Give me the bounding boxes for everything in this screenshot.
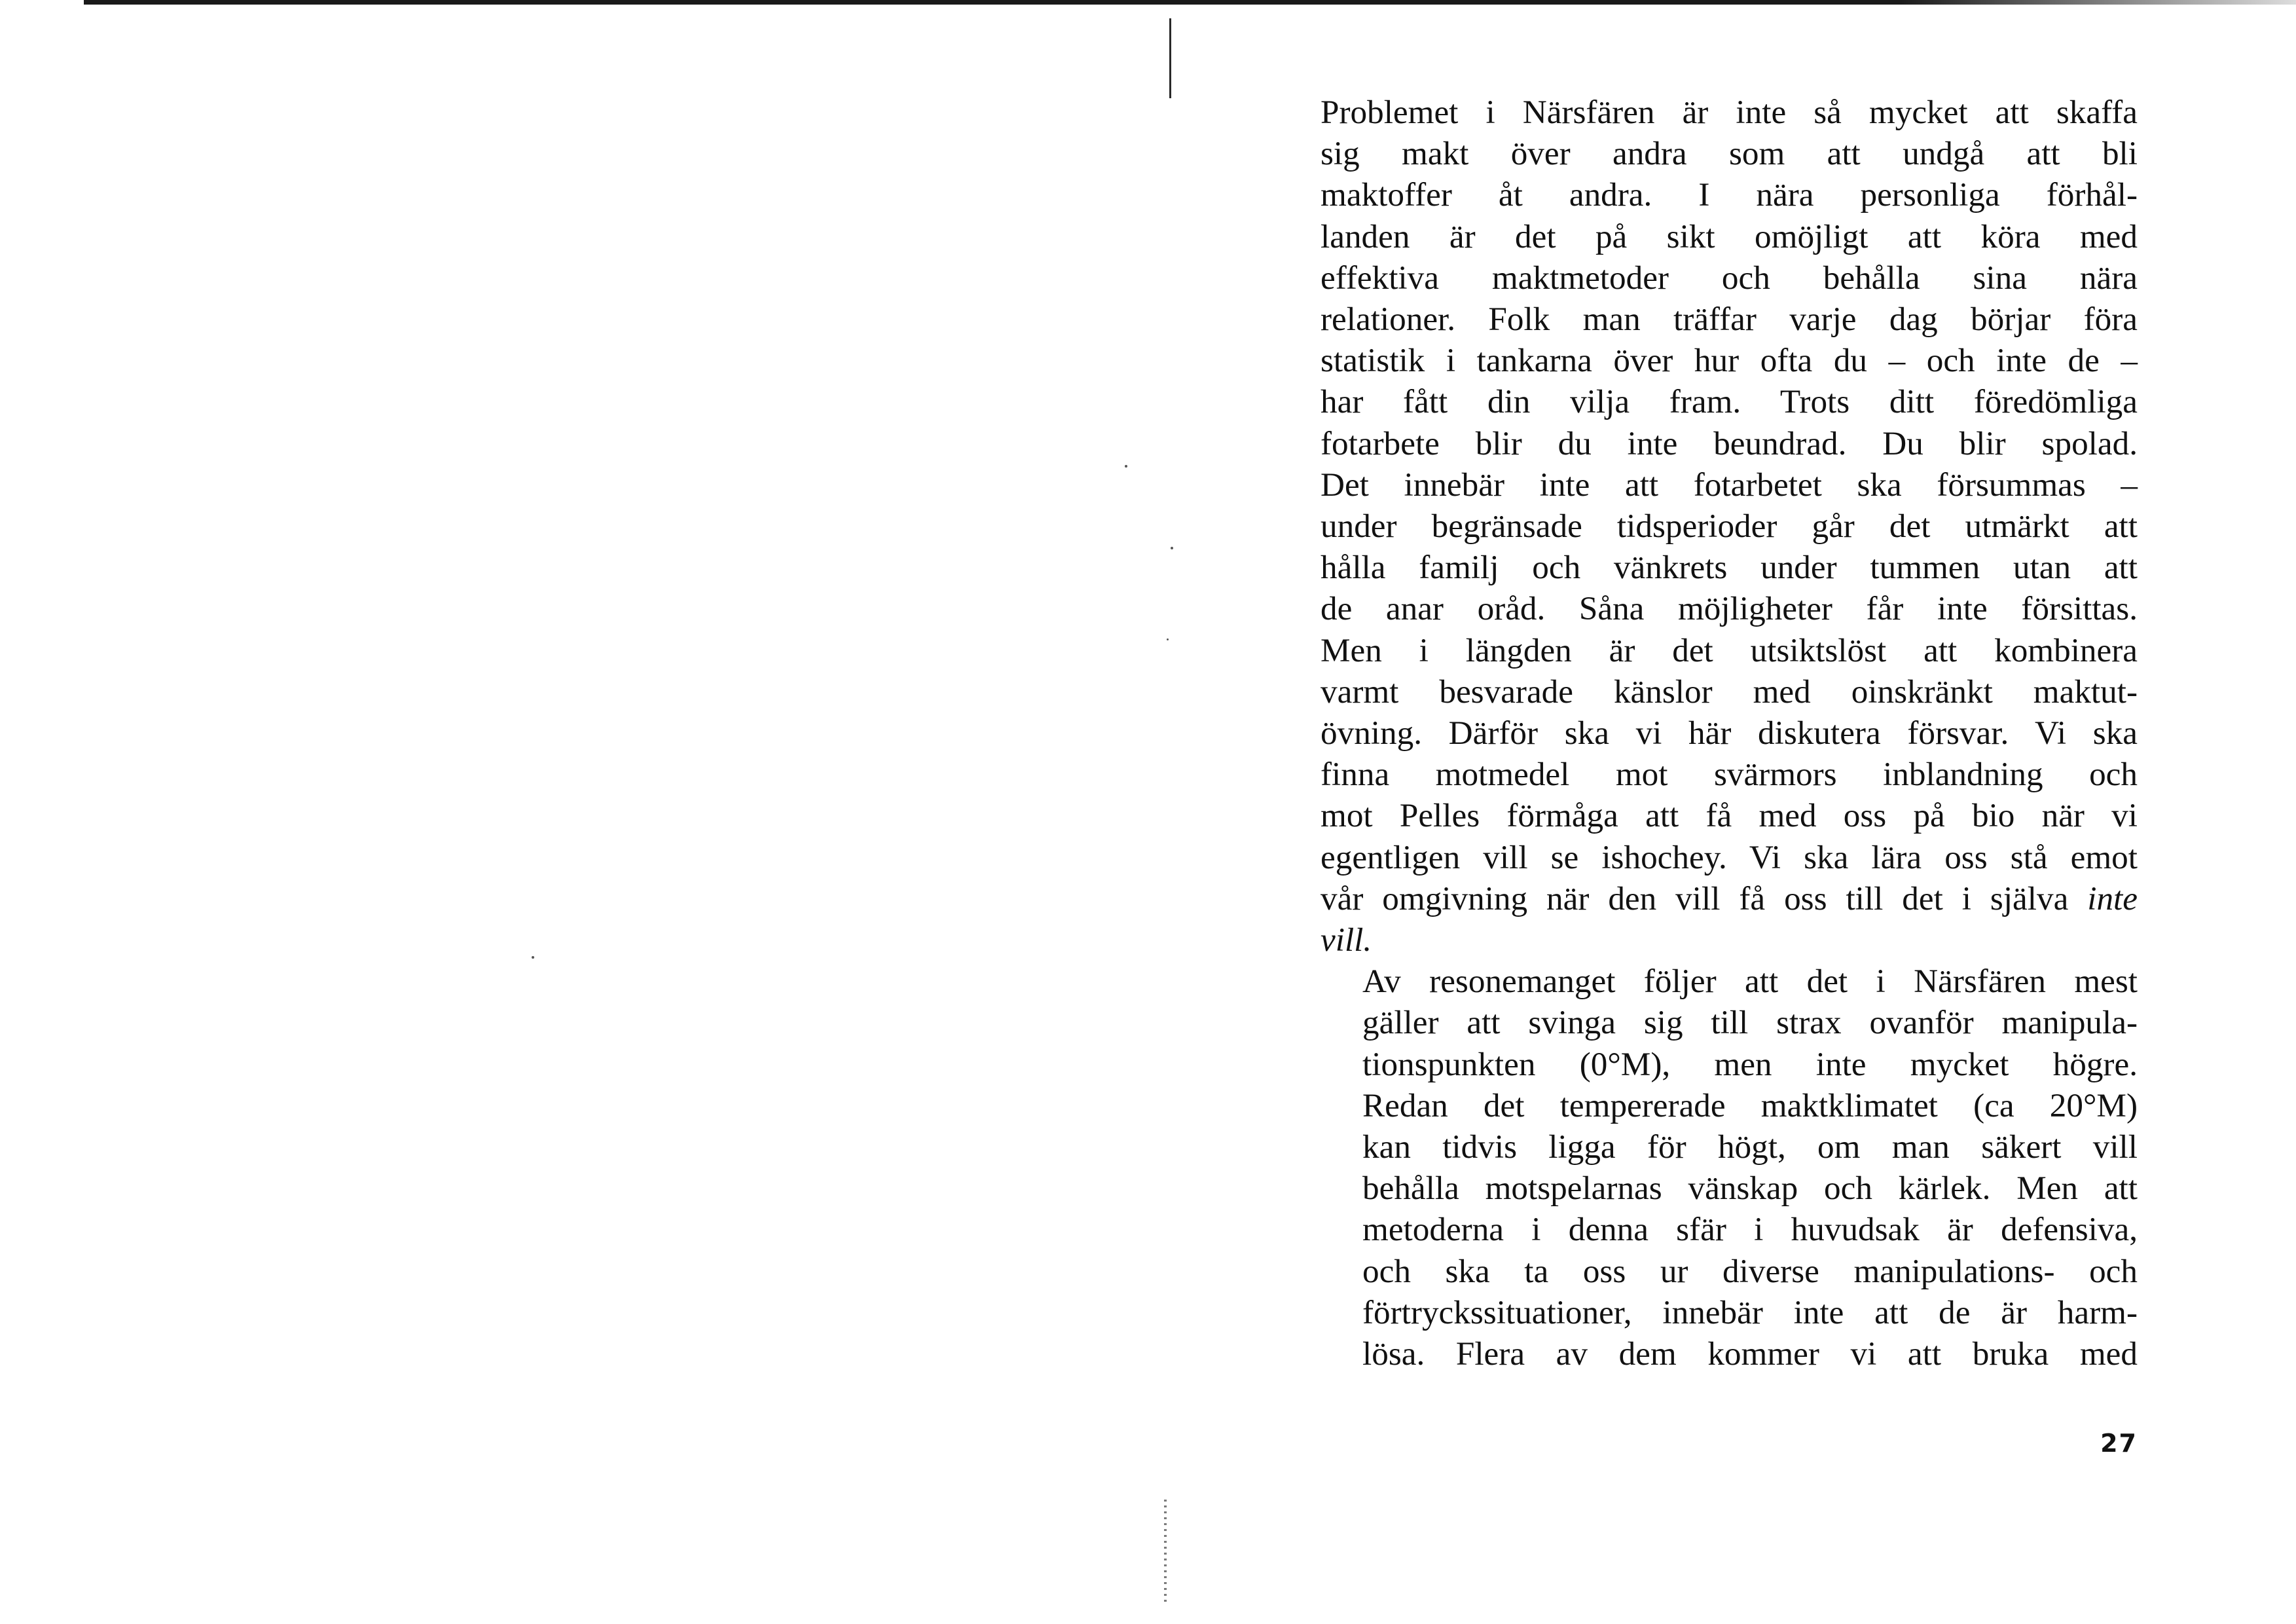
text-line: under begränsade tidsperioder går det utmärkt att [1321,507,2138,545]
text-line: de anar oråd. Såna möjligheter får inte försittas. [1321,590,2138,628]
gutter-binding-mark [1169,18,1171,98]
text-line: gäller att svinga sig till strax ovanför manipula- [1362,1004,2138,1042]
italic-word: vill. [1321,921,1372,959]
text-line: landen är det på sikt omöjligt att köra med [1321,217,2138,255]
paragraph-1 [1321,92,2138,961]
text-line: effektiva maktmetoder och behålla sina nära [1321,259,2138,297]
scan-speck [1171,547,1173,549]
text-line: Av resonemanget följer att det i Närsfären mest [1362,963,2138,1001]
text-line: Men i längden är det utsiktslöst att kombinera [1321,631,2138,669]
text-line: Problemet i Närsfären är inte så mycket att skaffa [1321,94,2138,131]
text-line: finna motmedel mot svärmors inblandning och [1321,756,2138,794]
text-line: fotarbete blir du inte beundrad. Du blir spolad. [1321,424,2138,462]
text-line-with-italic [1321,878,2138,919]
book-page-right [1321,92,2138,1375]
text-line: lösa. Flera av dem kommer vi att bruka med [1362,1335,2138,1373]
gutter-binding-dust [1164,1500,1167,1604]
text-line: och ska ta oss ur diverse manipulations- och [1362,1252,2138,1290]
text-line: Det innebär inte att fotarbetet ska försummas – [1321,466,2138,504]
text-line: egentligen vill se ishochey. Vi ska lära oss stå emot [1321,838,2138,876]
text-line: tionspunkten (0°M), men inte mycket högre. [1362,1045,2138,1083]
text-line: Redan det tempererade maktklimatet (ca 20°M) [1362,1086,2138,1124]
italic-word: inte [2087,879,2138,917]
text-line: kan tidvis ligga för högt, om man säkert vill [1362,1128,2138,1166]
text-line: relationer. Folk man träffar varje dag börjar föra [1321,301,2138,339]
text-line: övning. Därför ska vi här diskutera försvar. Vi ska [1321,714,2138,752]
text-line: maktoffer åt andra. I nära personliga förhål- [1321,176,2138,214]
text-line: förtryckssituationer, innebär inte att de är harm- [1362,1293,2138,1331]
text-line: statistik i tankarna över hur ofta du – och inte de – [1321,342,2138,380]
scan-top-edge-fade [1899,0,2296,5]
text-line: sig makt över andra som att undgå att bli [1321,135,2138,173]
paragraph-2 [1321,961,2138,1375]
text-line: mot Pelles förmåga att få med oss på bio när vi [1321,797,2138,835]
page-number: 27 [2100,1429,2138,1458]
text-line-body: vår omgivning när den vill få oss till det i själva [1321,879,2069,917]
text-line: har fått din vilja fram. Trots ditt föredömliga [1321,383,2138,421]
text-line: metoderna i denna sfär i huvudsak är defensiva, [1362,1211,2138,1249]
scan-speck [532,956,534,959]
text-line: hålla familj och vänkrets under tummen utan att [1321,549,2138,587]
text-line: behålla motspelarnas vänskap och kärlek. Men att [1362,1170,2138,1208]
text-line-italic [1321,919,2138,961]
scan-speck [1167,638,1169,640]
text-line: varmt besvarade känslor med oinskränkt maktut- [1321,673,2138,710]
scan-speck [1125,465,1127,468]
